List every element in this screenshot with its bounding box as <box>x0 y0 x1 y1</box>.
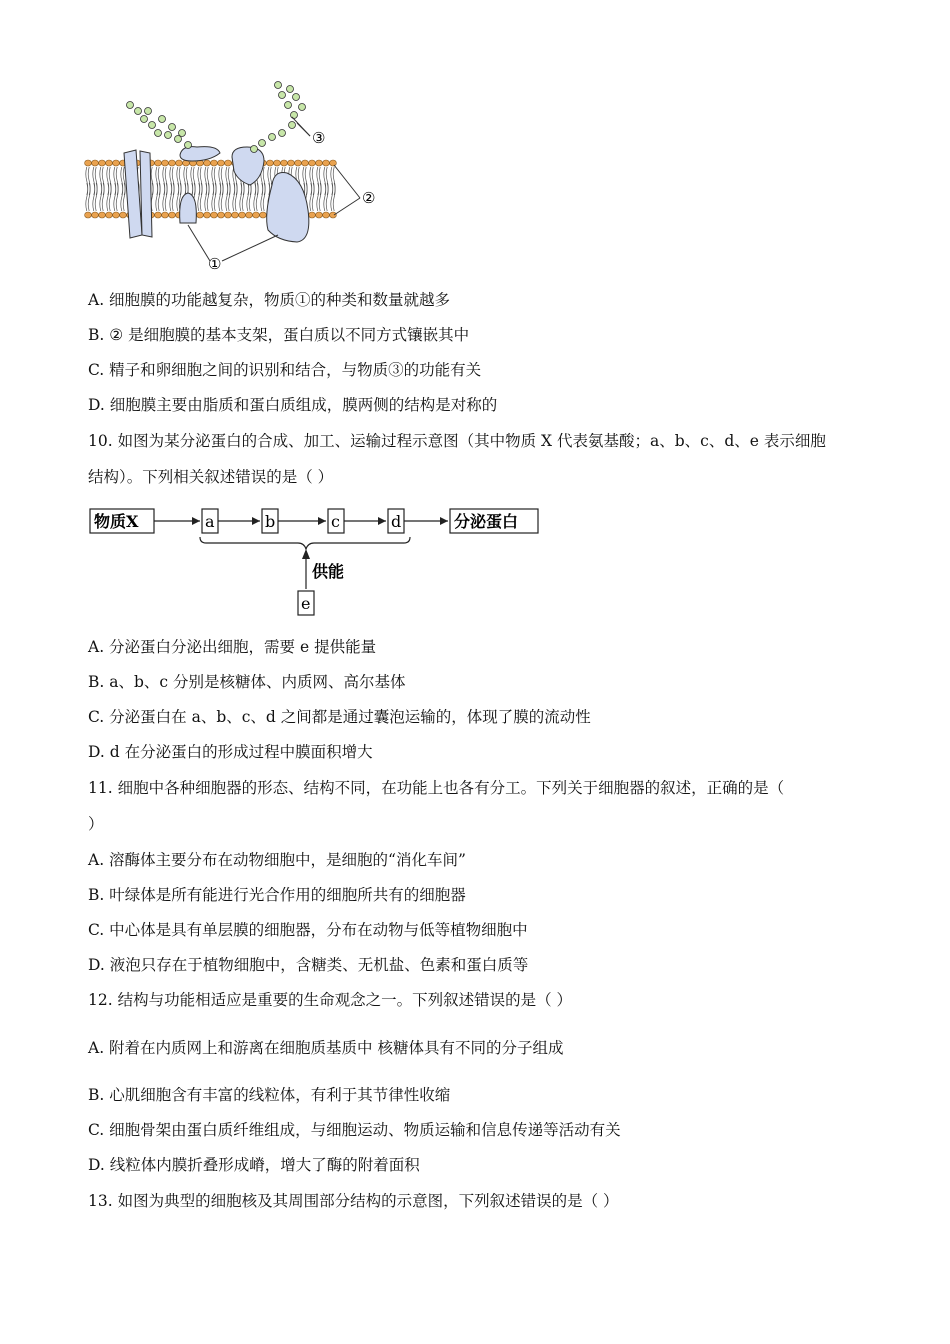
glycoprotein <box>180 147 220 161</box>
label-d: d <box>391 512 402 531</box>
cell-membrane-diagram <box>82 75 382 275</box>
phospholipid-head <box>330 212 337 218</box>
phospholipid-head <box>218 160 225 166</box>
phospholipid-head <box>225 212 232 218</box>
phospholipid-head <box>309 212 316 218</box>
label-secretory-protein: 分泌蛋白 <box>454 512 519 531</box>
phospholipid-head <box>330 160 337 166</box>
phospholipid-head <box>211 212 218 218</box>
q12-option-d: D. 线粒体内膜折叠形成嵴，增大了酶的附着面积 <box>88 1156 420 1174</box>
q11-option-b: B. 叶绿体是所有能进行光合作用的细胞所共有的细胞器 <box>88 886 466 904</box>
q11-option-d: D. 液泡只存在于植物细胞中，含糖类、无机盐、色素和蛋白质等 <box>88 956 529 974</box>
phospholipid-head <box>288 160 295 166</box>
q10-option-b: B. a、b、c 分别是核糖体、内质网、高尔基体 <box>88 673 406 691</box>
phospholipid-head <box>260 212 267 218</box>
phospholipid-head <box>274 160 281 166</box>
q9-option-d: D. 细胞膜主要由脂质和蛋白质组成，膜两侧的结构是对称的 <box>88 396 498 414</box>
phospholipid-head <box>302 160 309 166</box>
phospholipid-head <box>323 160 330 166</box>
q10-stem-line2: 结构）。下列相关叙述错误的是（ ） <box>88 468 334 486</box>
phospholipid-head <box>211 160 218 166</box>
label-1: ① <box>208 255 222 273</box>
phospholipid-head <box>169 212 176 218</box>
phospholipid-head <box>155 160 162 166</box>
phospholipid-head <box>120 212 127 218</box>
phospholipid-head <box>99 212 106 218</box>
phospholipid-head <box>113 212 120 218</box>
q10-option-c: C. 分泌蛋白在 a、b、c、d 之间都是通过囊泡运输的，体现了膜的流动性 <box>88 708 591 726</box>
q12-option-a: A. 附着在内质网上和游离在细胞质基质中 核糖体具有不同的分子组成 <box>88 1039 564 1057</box>
q9-option-c: C. 精子和卵细胞之间的识别和结合，与物质③的功能有关 <box>88 361 482 379</box>
phospholipid-head <box>106 160 113 166</box>
phospholipid-head <box>99 160 106 166</box>
phospholipid-head <box>85 212 92 218</box>
phospholipid-head <box>162 212 169 218</box>
q10-stem-line1: 10. 如图为某分泌蛋白的合成、加工、运输过程示意图（其中物质 X 代表氨基酸；a、b、c、d、e 表示细胞 <box>88 432 826 450</box>
q9-option-b: B. ② 是细胞膜的基本支架，蛋白质以不同方式镶嵌其中 <box>88 326 470 344</box>
q12-option-c: C. 细胞骨架由蛋白质纤维组成，与细胞运动、物质运输和信息传递等活动有关 <box>88 1121 621 1139</box>
sugar-chain <box>127 82 306 153</box>
phospholipid-head <box>295 160 302 166</box>
phospholipid-head <box>281 160 288 166</box>
q9-option-a: A. 细胞膜的功能越复杂，物质①的种类和数量就越多 <box>88 291 451 309</box>
inner-protein <box>180 193 197 223</box>
label-energy: 供能 <box>312 562 345 581</box>
phospholipid-head <box>316 160 323 166</box>
q12-stem: 12. 结构与功能相适应是重要的生命观念之一。下列叙述错误的是（ ） <box>88 991 573 1009</box>
phospholipid-head <box>232 212 239 218</box>
label-3: ③ <box>312 129 326 147</box>
phospholipid-head <box>246 212 253 218</box>
phospholipid-head <box>239 212 246 218</box>
phospholipid-head <box>85 160 92 166</box>
phospholipid-head <box>225 160 232 166</box>
phospholipid-head <box>113 160 120 166</box>
phospholipid-head <box>323 212 330 218</box>
phospholipid-head <box>309 160 316 166</box>
large-protein <box>267 173 309 243</box>
q11-option-c: C. 中心体是具有单层膜的细胞器，分布在动物与低等植物细胞中 <box>88 921 528 939</box>
q11-stem-line1: 11. 细胞中各种细胞器的形态、结构不同，在功能上也各有分工。下列关于细胞器的叙述，正确的是（ <box>88 779 785 797</box>
phospholipid-head <box>92 160 99 166</box>
phospholipid-head <box>106 212 113 218</box>
label-c: c <box>331 512 340 531</box>
q11-option-a: A. 溶酶体主要分布在动物细胞中，是细胞的“消化车间” <box>88 851 466 869</box>
secretion-flow-diagram <box>82 503 552 618</box>
label-substance-x: 物质X <box>94 512 139 531</box>
phospholipid-head <box>253 212 260 218</box>
label-e: e <box>301 594 311 613</box>
phospholipid-head <box>155 212 162 218</box>
q10-option-d: D. d 在分泌蛋白的形成过程中膜面积增大 <box>88 743 373 761</box>
phospholipid-head <box>218 212 225 218</box>
phospholipid-head <box>176 160 183 166</box>
phospholipid-head <box>204 160 211 166</box>
q10-option-a: A. 分泌蛋白分泌出细胞，需要 e 提供能量 <box>88 638 377 656</box>
label-b: b <box>265 512 276 531</box>
phospholipid-head <box>169 160 176 166</box>
phospholipid-head <box>92 212 99 218</box>
q13-stem: 13. 如图为典型的细胞核及其周围部分结构的示意图，下列叙述错误的是（ ） <box>88 1192 619 1210</box>
label-2: ② <box>362 189 376 207</box>
phospholipid-head <box>316 212 323 218</box>
phospholipid-head <box>204 212 211 218</box>
phospholipid-head <box>162 160 169 166</box>
label-a: a <box>205 512 215 531</box>
q11-stem-line2: ） <box>88 815 104 833</box>
phospholipid-head <box>197 212 204 218</box>
phospholipid-head <box>267 160 274 166</box>
q12-option-b: B. 心肌细胞含有丰富的线粒体，有利于其节律性收缩 <box>88 1086 451 1104</box>
